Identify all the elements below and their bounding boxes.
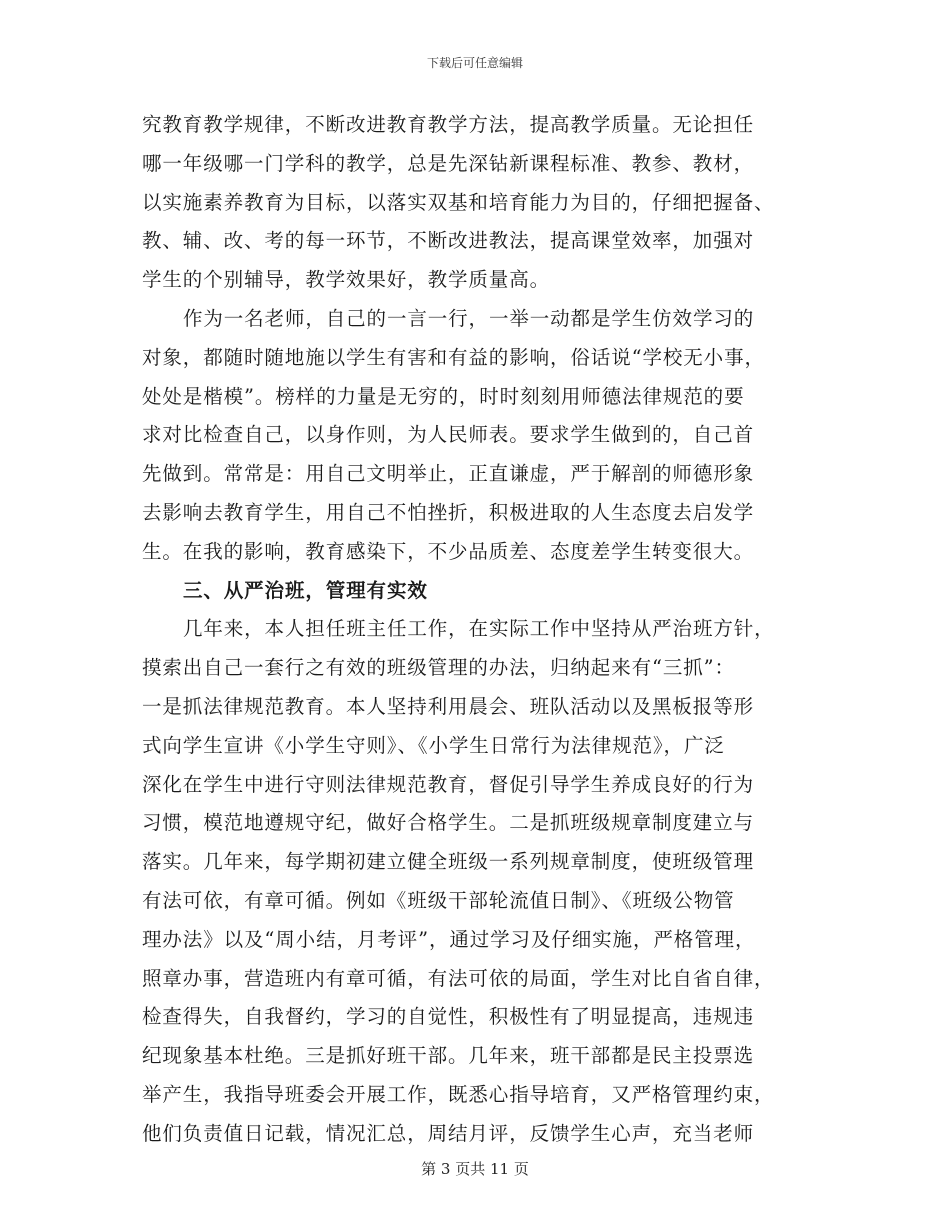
text-line: 究教育教学规律，不断改进教育教学方法，提高教学质量。无论担任	[142, 113, 755, 136]
text-line: 一是抓法律规范教育。本人坚持利用晨会、班队活动以及黑板报等形	[142, 694, 755, 718]
text-line: 作为一名老师，自己的一言一行，一举一动都是学生仿效学习的	[182, 306, 755, 330]
text-line: 去影响去教育学生，用自己不怕挫折，积极进取的人生态度去启发学	[142, 500, 755, 524]
text-line: 落实。几年来，每学期初建立健全班级一系列规章制度，使班级管理	[142, 850, 755, 874]
text-line: 照章办事，营造班内有章可循，有法可依的局面，学生对比自省自律，	[142, 966, 775, 990]
page-header: 下载后可任意编辑	[426, 56, 523, 70]
text-line: 对象，都随时随地施以学生有害和有益的影响，俗话说“学校无小事，	[142, 345, 765, 369]
text-line: 教、辅、改、考的每一环节，不断改进教法，提高课堂效率，加强对	[142, 229, 755, 253]
page-footer: 第 3 页共 11 页	[421, 1160, 529, 1178]
text-line: 举产生，我指导班委会开展工作，既悉心指导培育，又严格管理约束，	[142, 1082, 775, 1106]
text-line: 理办法》以及“周小结，月考评”，通过学习及仔细实施，严格管理，	[142, 927, 756, 951]
text-line: 学生的个别辅导，教学效果好，教学质量高。	[142, 268, 551, 292]
text-line: 摸索出自己一套行之有效的班级管理的办法，归纳起来有“三抓”：	[142, 656, 735, 680]
text-line: 以实施素养教育为目标，以落实双基和培育能力为目的，仔细把握备、	[142, 190, 775, 214]
text-line: 式向学生宣讲《小学生守则》、《小学生日常行为法律规范》，广泛	[142, 733, 725, 757]
text-line: 习惯，模范地遵规守纪，做好合格学生。二是抓班级规章制度建立与	[142, 811, 755, 835]
body-text	[142, 106, 806, 1154]
text-line: 深化在学生中进行守则法律规范教育，督促引导学生养成良好的行为	[142, 772, 755, 796]
section-heading: 三、从严治班，管理有实效	[182, 578, 428, 602]
text-line: 检查得失，自我督约，学习的自觉性，积极性有了明显提高，违规违	[142, 1005, 755, 1029]
text-line: 他们负责值日记载，情况汇总，周结月评，反馈学生心声，充当老师	[142, 1121, 755, 1145]
text-line: 先做到。常常是：用自己文明举止，正直谦虚，严于解剖的师德形象	[142, 462, 755, 486]
text-line: 求对比检查自己，以身作则，为人民师表。要求学生做到的，自己首	[142, 423, 755, 447]
text-line: 几年来，本人担任班主任工作，在实际工作中坚持从严治班方针，	[182, 617, 775, 641]
text-line: 纪现象基本杜绝。三是抓好班干部。几年来，班干部都是民主投票选	[142, 1044, 755, 1068]
text-line: 哪一年级哪一门学科的教学，总是先深钻新课程标准、教参、教材，	[142, 151, 755, 175]
text-line: 生。在我的影响，教育感染下，不少品质差、态度差学生转变很大。	[142, 539, 755, 563]
text-line: 处处是楷模”。榜样的力量是无穷的，时时刻刻用师德法律规范的要	[142, 384, 745, 408]
text-line: 有法可依，有章可循。例如《班级干部轮流值日制》、《班级公物管	[142, 888, 735, 912]
